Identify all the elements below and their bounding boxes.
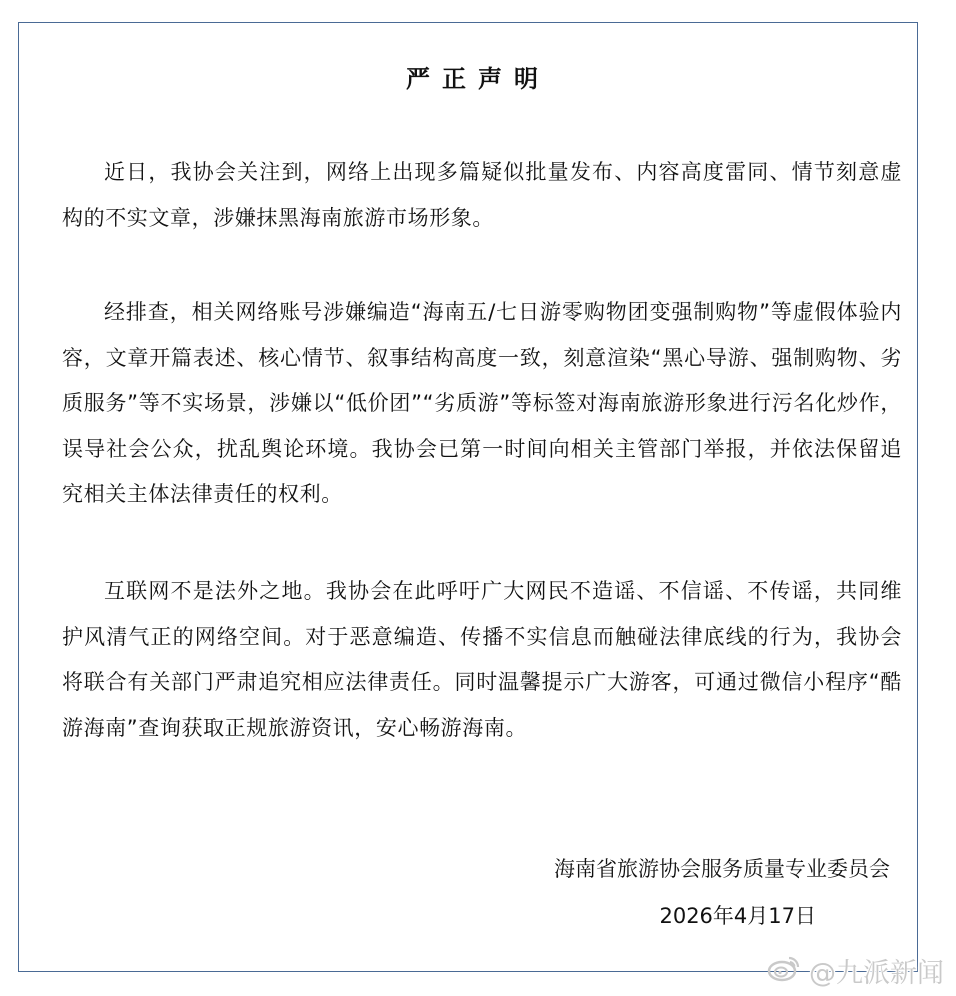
paragraph-2: 经排查，相关网络账号涉嫌编造“海南五/七日游零购物团变强制购物”等虚假体验内容，文章开篇表述、核心情节、叙事结构高度一致，刻意渲染“黑心导游、强制购物、劣质服务”等不实场景，涉嫌以“低价团”“劣质游”等标签对海南旅游形象进行污名化炒作，误导社会公众，扰乱舆论环境。我协会已第一时间向相关主管部门举报，并依法保留追究相关主体法律责任的权利。 xyxy=(62,300,902,506)
watermark xyxy=(767,951,944,990)
signature-date: 2026年4月17日 xyxy=(659,904,816,928)
signature-organization: 海南省旅游协会服务质量专业委员会 xyxy=(554,857,890,881)
paragraph-3: 互联网不是法外之地。我协会在此呼吁广大网民不造谣、不信谣、不传谣，共同维护风清气正的网络空间。对于恶意编造、传播不实信息而触碰法律底线的行为，我协会将联合有关部门严肃追究相应法律责任。同时温馨提示广大游客，可通过微信小程序“酷游海南”查询获取正规旅游资讯，安心畅游海南。 xyxy=(62,579,902,740)
document-title: 严正声明 xyxy=(406,65,550,93)
weibo-icon xyxy=(767,952,803,989)
paragraph-1: 近日，我协会关注到，网络上出现多篇疑似批量发布、内容高度雷同、情节刻意虚构的不实文章，涉嫌抹黑海南旅游市场形象。 xyxy=(62,160,902,230)
watermark-text: @九派新闻 xyxy=(809,958,944,989)
